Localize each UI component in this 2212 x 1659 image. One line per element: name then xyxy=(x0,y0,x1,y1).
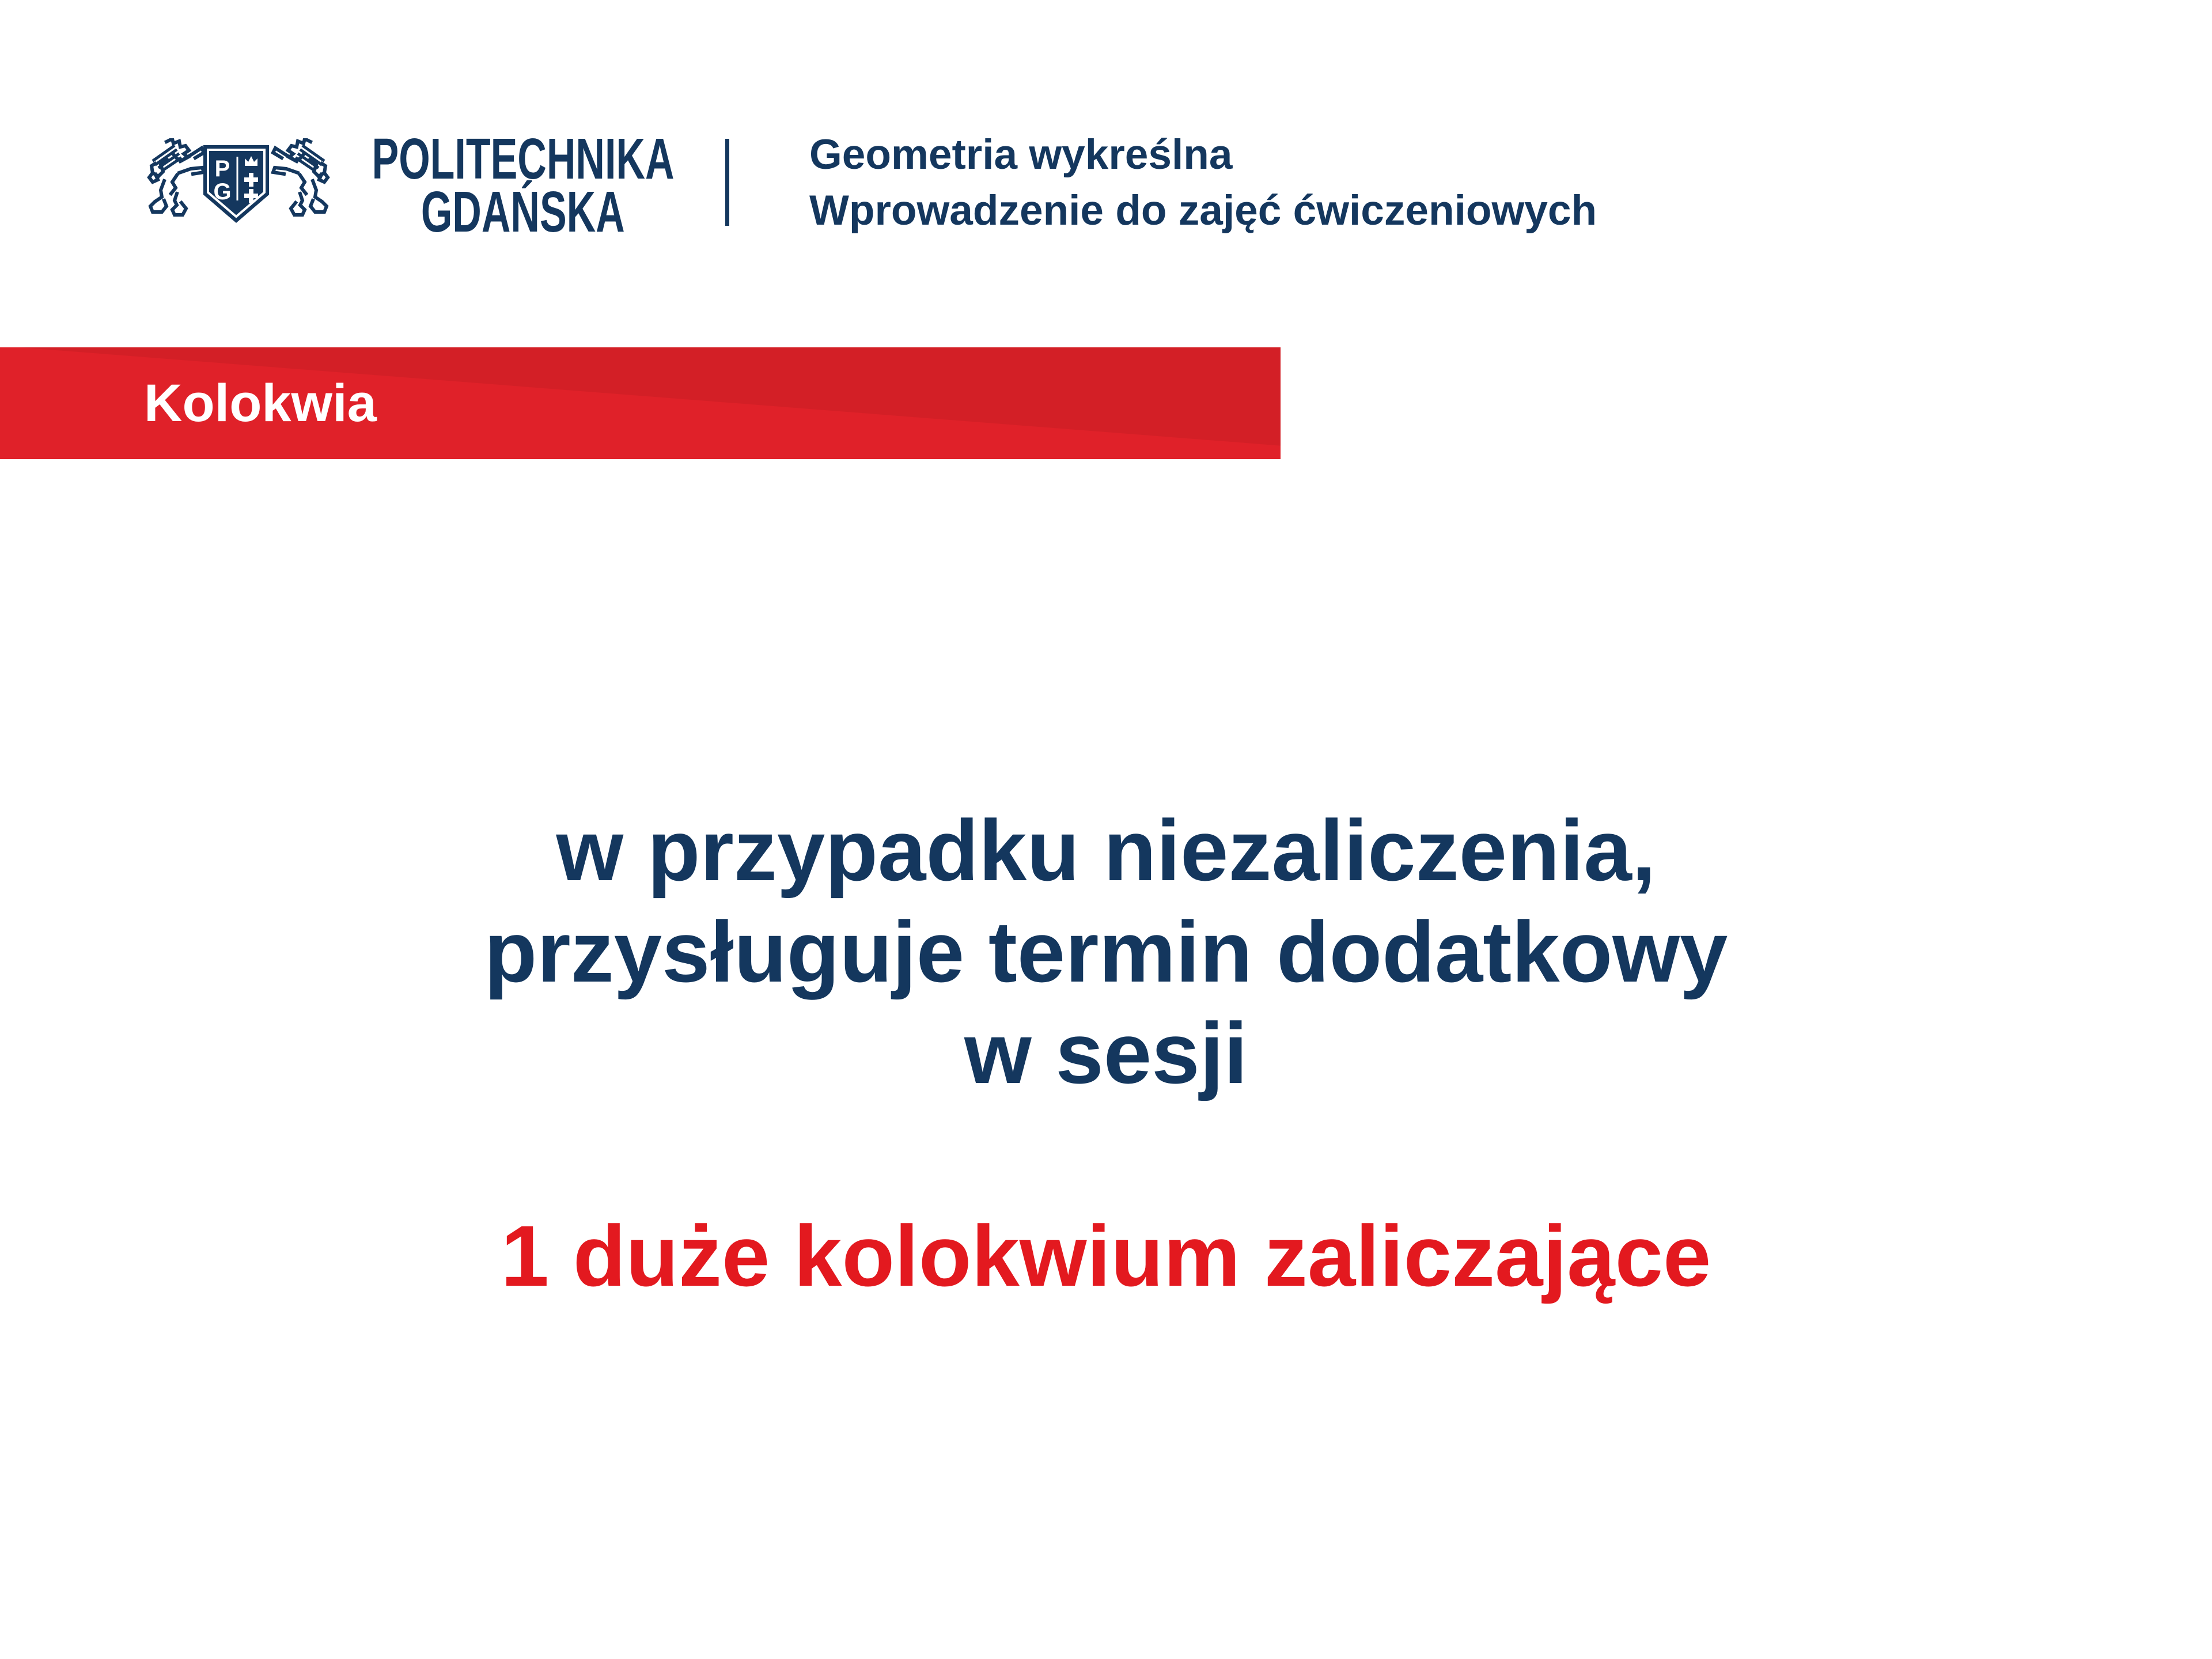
main-text-line-2: przysługuje termin dodatkowy xyxy=(484,903,1728,1000)
course-title: Geometria wykreślna xyxy=(809,131,1233,178)
pg-logo xyxy=(147,138,330,225)
course-info xyxy=(809,127,1597,238)
course-subtitle: Wprowadzenie do zajęć ćwiczeniowych xyxy=(809,187,1597,234)
shield-letter-p: P xyxy=(214,156,230,181)
highlight-text: 1 duże kolokwium zaliczające xyxy=(501,1207,1711,1304)
main-text-line-1: w przypadku niezaliczenia, xyxy=(556,802,1656,899)
shield-letter-g: G xyxy=(213,179,232,204)
blank-line xyxy=(0,1104,2212,1205)
university-name-line1: POLITECHNIKA xyxy=(372,127,675,191)
main-text-line-3: w sesji xyxy=(964,1005,1248,1101)
lion-left-icon xyxy=(149,139,204,215)
university-name-line2: GDAŃSKA xyxy=(421,180,625,244)
header-divider xyxy=(725,139,729,226)
section-banner xyxy=(0,347,1281,459)
section-banner-label: Kolokwia xyxy=(144,374,377,433)
shield-icon xyxy=(203,145,269,223)
university-name xyxy=(307,127,739,244)
main-statement xyxy=(0,800,2212,1306)
